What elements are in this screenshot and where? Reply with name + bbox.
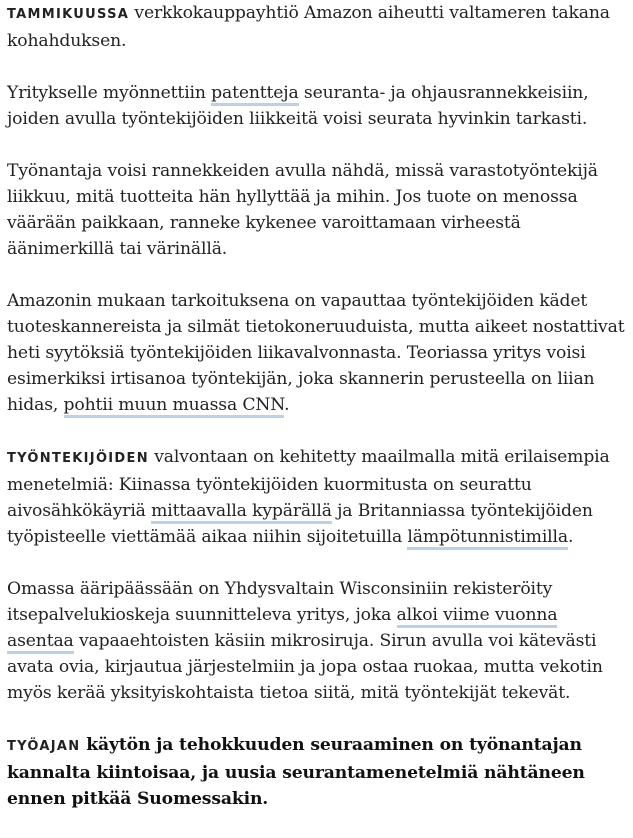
link-lampotunnistimilla[interactable]: lämpötunnistimilla xyxy=(407,527,568,550)
paragraph-1 xyxy=(7,0,627,54)
paragraph-text: vapaaehtoisten käsiin mikrosiruja. Sirun avulla voi kätevästi avata ovia, kirjautua järjestelmiin ja jopa ostaa ruokaa, mutta vekotin myös kerää yksityiskohtaista tietoa siitä, mitä työntekijät tekevät. xyxy=(7,631,603,703)
paragraph-text: Omassa ääripäässään on Yhdysvaltain Wisconsiniin rekisteröity itsepalvelukioskeja suunnitteleva yritys, joka xyxy=(7,579,553,625)
paragraph-text: ja Britanniassa työntekijöiden työpisteelle viettämää aikaa niihin sijoitetuilla xyxy=(7,501,593,547)
paragraph-text: . xyxy=(567,527,574,547)
paragraph-4 xyxy=(7,288,627,418)
lead-word: TYÖAJAN xyxy=(7,739,81,754)
paragraph-text: verkkokauppayhtiö Amazon aiheutti valtameren takana kohahduksen. xyxy=(7,3,610,51)
paragraph-text: . xyxy=(284,395,290,415)
paragraph-text: Yritykselle myönnettiin xyxy=(7,83,212,103)
link-patentteja[interactable]: patentteja xyxy=(211,83,298,106)
paragraph-text: Työnantaja voisi rannekkeiden avulla nähdä, missä varastotyöntekijä liikkuu, mitä tuotteita hän hyllyttää ja mihin. Jos tuote on menossa väärään paikkaan, ranneke kykenee varoittamaan virheestä äänimerkillä tai värinällä. xyxy=(7,161,598,259)
paragraph-6 xyxy=(7,576,627,706)
lead-word: TYÖNTEKIJÖIDEN xyxy=(7,451,149,466)
paragraph-text: valvontaan on kehitetty maailmalla mitä erilaisempia menetelmiä: Kiinassa työntekijöiden kuormitusta on seurattu aivosähkökäyriä xyxy=(7,447,610,521)
paragraph-text: käytön ja tehokkuuden seuraaminen on työnantajan kannalta kiintoisaa, ja uusia seurantamenetelmiä nähtäneen ennen pitkää Suomessakin. xyxy=(7,735,585,809)
link-kypara[interactable]: mittaavalla kypärällä xyxy=(151,501,332,524)
article-body xyxy=(7,0,627,838)
paragraph-5 xyxy=(7,444,627,550)
lead-word: TAMMIKUUSSA xyxy=(7,7,130,22)
paragraph-text: seuranta- ja ohjausrannekkeisiin, joiden avulla työntekijöiden liikkeitä voisi seurata hyvinkin tarkasti. xyxy=(7,83,589,129)
link-cnn[interactable]: pohtii muun muassa CNN xyxy=(64,395,285,418)
link-asentaa[interactable]: alkoi viime vuonna asentaa xyxy=(7,605,557,654)
paragraph-2 xyxy=(7,80,627,132)
paragraph-3 xyxy=(7,158,627,262)
paragraph-text: Amazonin mukaan tarkoituksena on vapauttaa työntekijöiden kädet tuoteskannereista ja silmät tietokoneruuduista, mutta aikeet nostattivat heti syytöksiä työntekijöiden liikavalvonnasta. Teoriassa yritys voisi esimerkiksi irtisanoa työntekijän, joka skannerin perusteella on liian hidas, xyxy=(7,291,625,415)
paragraph-7 xyxy=(7,732,627,812)
